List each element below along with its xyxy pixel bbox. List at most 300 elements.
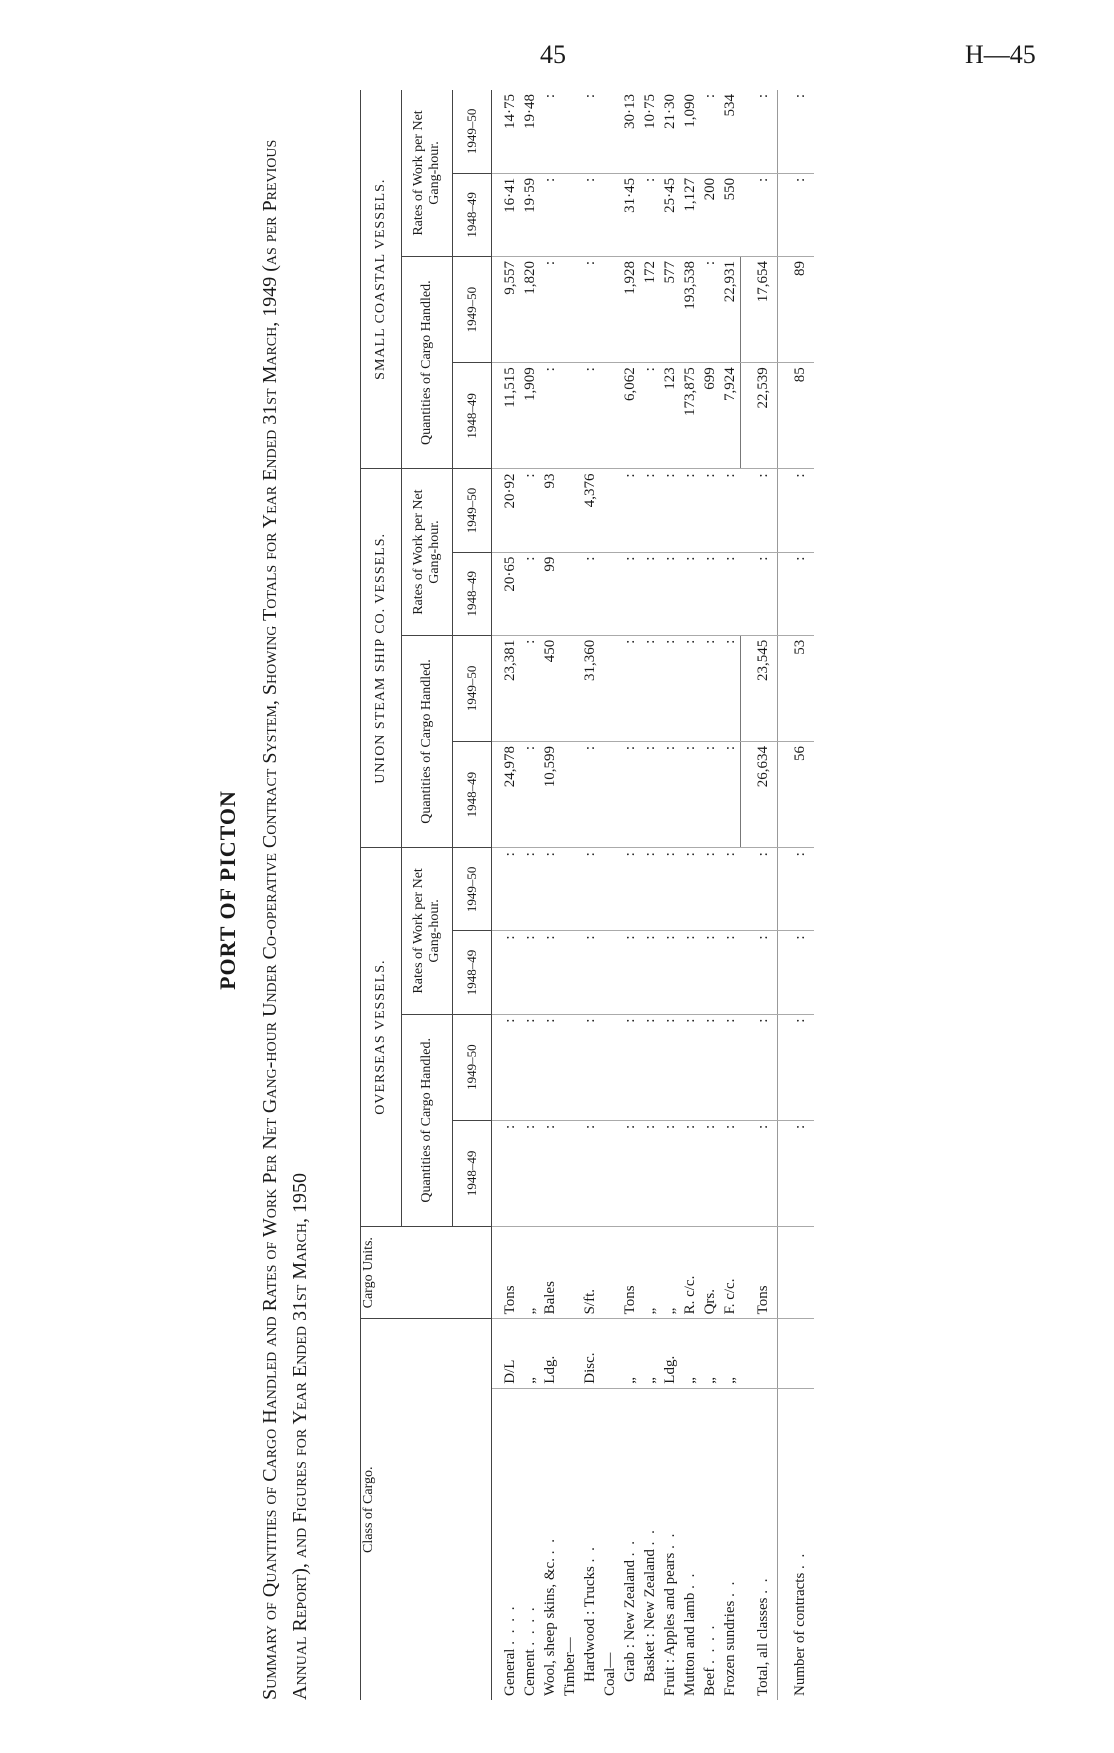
cell-text: 16·41 [502, 177, 518, 213]
spacer-cell [492, 469, 501, 552]
value-cell [560, 931, 580, 1014]
cell-text: : [502, 1018, 518, 1023]
cell-text: : [522, 935, 538, 940]
value-cell [500, 848, 520, 931]
value-cell [600, 1014, 620, 1120]
operation-cell [560, 1319, 580, 1388]
cargo-class-cell [520, 1388, 540, 1700]
cell-text: 31,360 [582, 639, 598, 681]
value-cell [580, 635, 600, 741]
spacer-cell [492, 552, 501, 635]
value-cell [520, 469, 540, 552]
cargo-class-cell [741, 1388, 778, 1700]
value-cell [640, 1014, 660, 1120]
cell-text: : [542, 1018, 558, 1023]
cargo-unit-cell [660, 1227, 680, 1319]
cell-text: 4,376 [582, 473, 598, 508]
year-header: 1948–49 [453, 931, 492, 1014]
cargo-unit-cell [640, 1227, 660, 1319]
cell-text: 172 [642, 260, 658, 284]
value-cell [540, 173, 560, 256]
cell-text: : [702, 260, 718, 266]
spacer-cell [492, 635, 501, 741]
cell-text: 534 [722, 94, 738, 117]
cell-text: : [642, 639, 658, 644]
cell-text: : [702, 556, 718, 561]
cell-text: . . [622, 1538, 638, 1557]
value-cell [660, 635, 680, 741]
cell-text: Beef [702, 1667, 718, 1696]
value-cell [560, 363, 580, 469]
value-cell [640, 741, 660, 847]
value-cell [660, 1120, 680, 1226]
cargo-unit-cell [600, 1227, 620, 1319]
value-cell [660, 256, 680, 362]
cell-text: : [582, 852, 598, 857]
value-cell [680, 741, 700, 847]
cell-text: . . [682, 1571, 698, 1589]
cell-text: : [682, 1018, 698, 1023]
value-cell [640, 552, 660, 635]
cell-text: 19·48 [522, 94, 538, 129]
contracts-row [778, 90, 815, 1700]
value-cell [600, 256, 620, 362]
cell-text: 19·59 [522, 177, 538, 213]
value-cell [720, 1014, 741, 1120]
cell-text: : [754, 94, 771, 99]
value-cell [640, 90, 660, 173]
cell-text: 10,599 [542, 745, 558, 788]
cell-text: : [542, 935, 558, 940]
value-cell [620, 848, 640, 931]
value-cell [700, 848, 720, 931]
cell-text: : [542, 852, 558, 857]
cell-text: 53 [792, 639, 808, 655]
value-cell [660, 90, 680, 173]
cell-text: . . [642, 1528, 658, 1546]
value-cell [778, 848, 815, 931]
value-cell [540, 363, 560, 469]
cell-text: 699 [702, 367, 718, 390]
table-row [620, 90, 640, 1700]
value-cell [700, 931, 720, 1014]
year-header: 1949–50 [453, 1014, 492, 1120]
spacer-cell [492, 741, 501, 847]
spacer-cell [492, 1388, 501, 1700]
spacer-cell [492, 1120, 501, 1226]
value-cell [560, 741, 580, 847]
cell-text: . . . . [502, 1604, 518, 1645]
value-cell [520, 931, 540, 1014]
value-cell [720, 552, 741, 635]
cell-text: 22,539 [755, 367, 771, 409]
value-cell [660, 741, 680, 847]
operation-cell [620, 1319, 640, 1388]
value-cell [778, 469, 815, 552]
value-cell [560, 173, 580, 256]
value-cell [660, 848, 680, 931]
cell-text: : [662, 556, 678, 561]
value-cell [500, 1120, 520, 1226]
cell-text: : [522, 556, 538, 561]
spacer-cell [492, 1227, 501, 1319]
cell-text: Cement [522, 1649, 538, 1696]
cell-text: : [642, 935, 658, 940]
page-number: 45 [540, 40, 566, 69]
cell-text: Qrs. [702, 1288, 718, 1315]
value-cell [520, 1120, 540, 1226]
value-cell [600, 1120, 620, 1226]
value-cell [520, 256, 540, 362]
cell-text: : [722, 639, 738, 644]
operation-cell [540, 1319, 560, 1388]
cell-text: : [754, 852, 771, 857]
value-cell [560, 90, 580, 173]
cell-text: Tons [502, 1285, 518, 1315]
spacer-cell [492, 848, 501, 931]
cell-text: : [622, 1124, 638, 1129]
value-cell [620, 256, 640, 362]
cell-text: 31·45 [622, 177, 638, 213]
cargo-class-cell [680, 1388, 700, 1700]
cell-text: : [702, 94, 718, 99]
cell-text: : [642, 473, 658, 478]
value-cell [778, 1014, 815, 1120]
cell-text: : [722, 473, 738, 478]
year-header: 1949–50 [453, 256, 492, 362]
year-header: 1948–49 [453, 741, 492, 847]
cell-text: : [754, 177, 771, 183]
value-cell [560, 552, 580, 635]
cell-text: : [642, 1018, 658, 1023]
year-header: 1949–50 [453, 848, 492, 931]
value-cell [520, 635, 540, 741]
value-cell [700, 256, 720, 362]
operation-cell [640, 1319, 660, 1388]
cell-text: : [582, 1124, 598, 1129]
cell-text: Mutton and lamb [682, 1592, 698, 1696]
cell-text: Disc. [582, 1352, 598, 1384]
cell-text: R. c/c. [682, 1275, 698, 1315]
value-cell [741, 931, 778, 1014]
cargo-unit-cell [580, 1227, 600, 1319]
cell-text: 200 [702, 177, 718, 201]
cell-text: : [662, 639, 678, 644]
value-cell [600, 741, 620, 847]
value-cell [720, 741, 741, 847]
cell-text: Total, all classes [754, 1597, 771, 1696]
value-cell [540, 1120, 560, 1226]
operation-cell [680, 1319, 700, 1388]
cell-text: : [582, 367, 598, 372]
value-cell [640, 931, 660, 1014]
cell-text: : [502, 852, 518, 857]
value-cell [778, 931, 815, 1014]
cell-text: Number of contracts [792, 1572, 808, 1696]
cell-text: : [722, 1124, 738, 1129]
cell-text: : [622, 1018, 638, 1023]
value-cell [778, 173, 815, 256]
value-cell [640, 363, 660, 469]
value-cell [680, 1014, 700, 1120]
cell-text: : [722, 1018, 738, 1023]
cell-text: : [792, 94, 808, 99]
year-header: 1949–50 [453, 90, 492, 173]
cell-text: 123 [662, 367, 678, 390]
value-cell [560, 848, 580, 931]
cell-text: 6,062 [622, 367, 638, 401]
cargo-class-cell [580, 1388, 600, 1700]
value-cell [540, 469, 560, 552]
value-cell [720, 363, 741, 469]
rotated-table-block [215, 80, 945, 1700]
cargo-unit-cell [560, 1227, 580, 1319]
value-cell [620, 363, 640, 469]
cell-text: : [662, 852, 678, 857]
cell-text: : [542, 1124, 558, 1129]
cell-text: Fruit : Apples and pears [662, 1552, 678, 1696]
cell-text: : [642, 556, 658, 561]
value-cell [680, 363, 700, 469]
value-cell [660, 931, 680, 1014]
cargo-unit-cell [540, 1227, 560, 1319]
value-cell [700, 90, 720, 173]
value-cell [500, 741, 520, 847]
value-cell [700, 1120, 720, 1226]
value-cell [680, 635, 700, 741]
cell-text: „ [622, 1377, 638, 1384]
cell-text: : [702, 852, 718, 857]
cell-text: 9,557 [502, 260, 518, 295]
cell-text: : [642, 1124, 658, 1129]
cell-text: 1,127 [682, 177, 698, 212]
cell-text: : [754, 473, 771, 478]
cell-text: : [702, 473, 718, 478]
table-row [660, 90, 680, 1700]
value-cell [741, 741, 778, 847]
cell-text: : [522, 639, 538, 644]
cell-text: : [792, 852, 808, 857]
value-cell [580, 552, 600, 635]
cell-text: „ [522, 1307, 538, 1315]
cell-text: : [582, 1018, 598, 1023]
table-row [700, 90, 720, 1700]
cargo-class-cell [778, 1388, 815, 1700]
small-coastal-vessels-header: SMALL COASTAL VESSELS. [361, 90, 402, 469]
cell-text: D/L [502, 1359, 518, 1384]
cell-text: : [702, 1018, 718, 1023]
value-cell [660, 173, 680, 256]
cell-text: : [792, 556, 808, 561]
value-cell [680, 469, 700, 552]
value-cell [720, 173, 741, 256]
cell-text: 23,381 [502, 639, 518, 681]
cell-text: : [642, 745, 658, 751]
table-row [680, 90, 700, 1700]
year-header: 1949–50 [453, 469, 492, 552]
cell-text: : [582, 745, 598, 751]
cargo-class-cell [640, 1388, 660, 1700]
cell-text: : [792, 177, 808, 183]
value-cell [600, 635, 620, 741]
value-cell [520, 552, 540, 635]
cell-text: : [522, 473, 538, 478]
cell-text: : [542, 94, 558, 99]
cell-text: : [502, 935, 518, 940]
value-cell [500, 256, 520, 362]
table-row [640, 90, 660, 1700]
cell-text: 450 [542, 639, 558, 663]
value-cell [778, 90, 815, 173]
cell-text: „ [642, 1377, 658, 1384]
cell-text: . . [582, 1545, 598, 1563]
value-cell [660, 363, 680, 469]
value-cell [660, 1014, 680, 1120]
value-cell [660, 552, 680, 635]
value-cell [540, 552, 560, 635]
table-row [500, 90, 520, 1700]
cell-text: 20·92 [502, 473, 518, 509]
value-cell [580, 363, 600, 469]
cell-text: : [792, 1124, 808, 1129]
value-cell [741, 363, 778, 469]
cargo-class-cell [540, 1388, 560, 1700]
value-cell [620, 552, 640, 635]
cargo-unit-cell [778, 1227, 815, 1319]
cell-text: Basket : New Zealand [642, 1549, 658, 1682]
cell-text: : [722, 852, 738, 857]
value-cell [640, 173, 660, 256]
value-cell [540, 1014, 560, 1120]
cell-text: . . [722, 1579, 738, 1597]
table-row [600, 90, 620, 1700]
cargo-unit-cell [500, 1227, 520, 1319]
value-cell [640, 256, 660, 362]
operation-cell [600, 1319, 620, 1388]
value-cell [580, 1120, 600, 1226]
value-cell [778, 1120, 815, 1226]
cell-text: : [522, 745, 538, 751]
value-cell [620, 90, 640, 173]
cell-text: : [662, 745, 678, 751]
cell-text: 56 [792, 745, 808, 761]
cell-text: 17,654 [755, 260, 771, 303]
cell-text: : [754, 1018, 771, 1023]
total-row [741, 90, 778, 1700]
value-cell [620, 1120, 640, 1226]
value-cell [600, 931, 620, 1014]
cell-text: 93 [542, 473, 558, 489]
value-cell [500, 552, 520, 635]
operation-cell [720, 1319, 741, 1388]
cell-text: : [792, 473, 808, 478]
cell-text: : [622, 935, 638, 940]
cargo-unit-cell [720, 1227, 741, 1319]
value-cell [680, 1120, 700, 1226]
cell-text: : [542, 260, 558, 266]
cell-text: 24,978 [502, 745, 518, 788]
cell-text: Tons [622, 1285, 638, 1315]
cell-text: 7,924 [722, 367, 738, 401]
cell-text: Wool, sheep skins, &c. [542, 1558, 558, 1696]
value-cell [741, 552, 778, 635]
spacer-cell [492, 363, 501, 469]
cell-text: „ [522, 1377, 538, 1384]
cell-text: : [702, 639, 718, 644]
cell-text: : [622, 852, 638, 857]
value-cell [640, 469, 660, 552]
operation-cell [700, 1319, 720, 1388]
cell-text: : [522, 852, 538, 857]
value-cell [600, 173, 620, 256]
value-cell [620, 741, 640, 847]
year-header: 1948–49 [453, 1120, 492, 1226]
cell-text: : [582, 935, 598, 940]
cell-text: „ [642, 1307, 658, 1315]
value-cell [720, 931, 741, 1014]
value-cell [620, 1014, 640, 1120]
cell-text: : [682, 639, 698, 644]
cell-text: : [522, 1018, 538, 1023]
value-cell [520, 848, 540, 931]
cell-text: Coal— [602, 1652, 618, 1696]
cell-text: : [722, 556, 738, 561]
cell-text: : [622, 556, 638, 561]
value-cell [500, 635, 520, 741]
value-cell [700, 635, 720, 741]
value-cell [660, 469, 680, 552]
value-cell [560, 635, 580, 741]
overseas-quantities-header: Quantities of Cargo Handled. [402, 1014, 453, 1226]
spacer-cell [492, 256, 501, 362]
table-row [540, 90, 560, 1700]
value-cell [540, 931, 560, 1014]
value-cell [741, 635, 778, 741]
cell-text: : [702, 935, 718, 940]
value-cell [580, 741, 600, 847]
cell-text: : [582, 177, 598, 183]
value-cell [620, 635, 640, 741]
value-cell [540, 848, 560, 931]
cell-text: : [622, 745, 638, 751]
table-summary-heading: Summary of Quantities of Cargo Handled and Rates of Work Per Net Gang-hour Under Co-operative Contract System, Showing Totals for Year Ended 31st March, 1949 (as per Previous Annual Report), and Figures for Year Ended 31st March, 1950 [259, 139, 311, 1700]
value-cell [620, 173, 640, 256]
spacer-cell [492, 1319, 501, 1388]
cell-text: : [792, 935, 808, 940]
port-title: PORT OF PICTON [215, 790, 240, 990]
year-header: 1948–49 [453, 363, 492, 469]
cell-text: 1,090 [682, 94, 698, 128]
cell-text: : [682, 473, 698, 478]
value-cell [580, 256, 600, 362]
cell-text: Grab : New Zealand [622, 1559, 638, 1682]
cell-text: „ [722, 1377, 738, 1384]
cell-text: : [792, 1018, 808, 1023]
cell-text: : [702, 745, 718, 751]
cargo-class-cell [500, 1388, 520, 1700]
value-cell [520, 90, 540, 173]
value-cell [741, 256, 778, 362]
cell-text: : [622, 639, 638, 644]
operation-cell [660, 1319, 680, 1388]
cargo-class-cell [660, 1388, 680, 1700]
table-row [720, 90, 741, 1700]
cell-text: 22,931 [722, 260, 738, 303]
value-cell [720, 256, 741, 362]
value-cell [680, 256, 700, 362]
cell-text: : [722, 935, 738, 940]
value-cell [680, 173, 700, 256]
